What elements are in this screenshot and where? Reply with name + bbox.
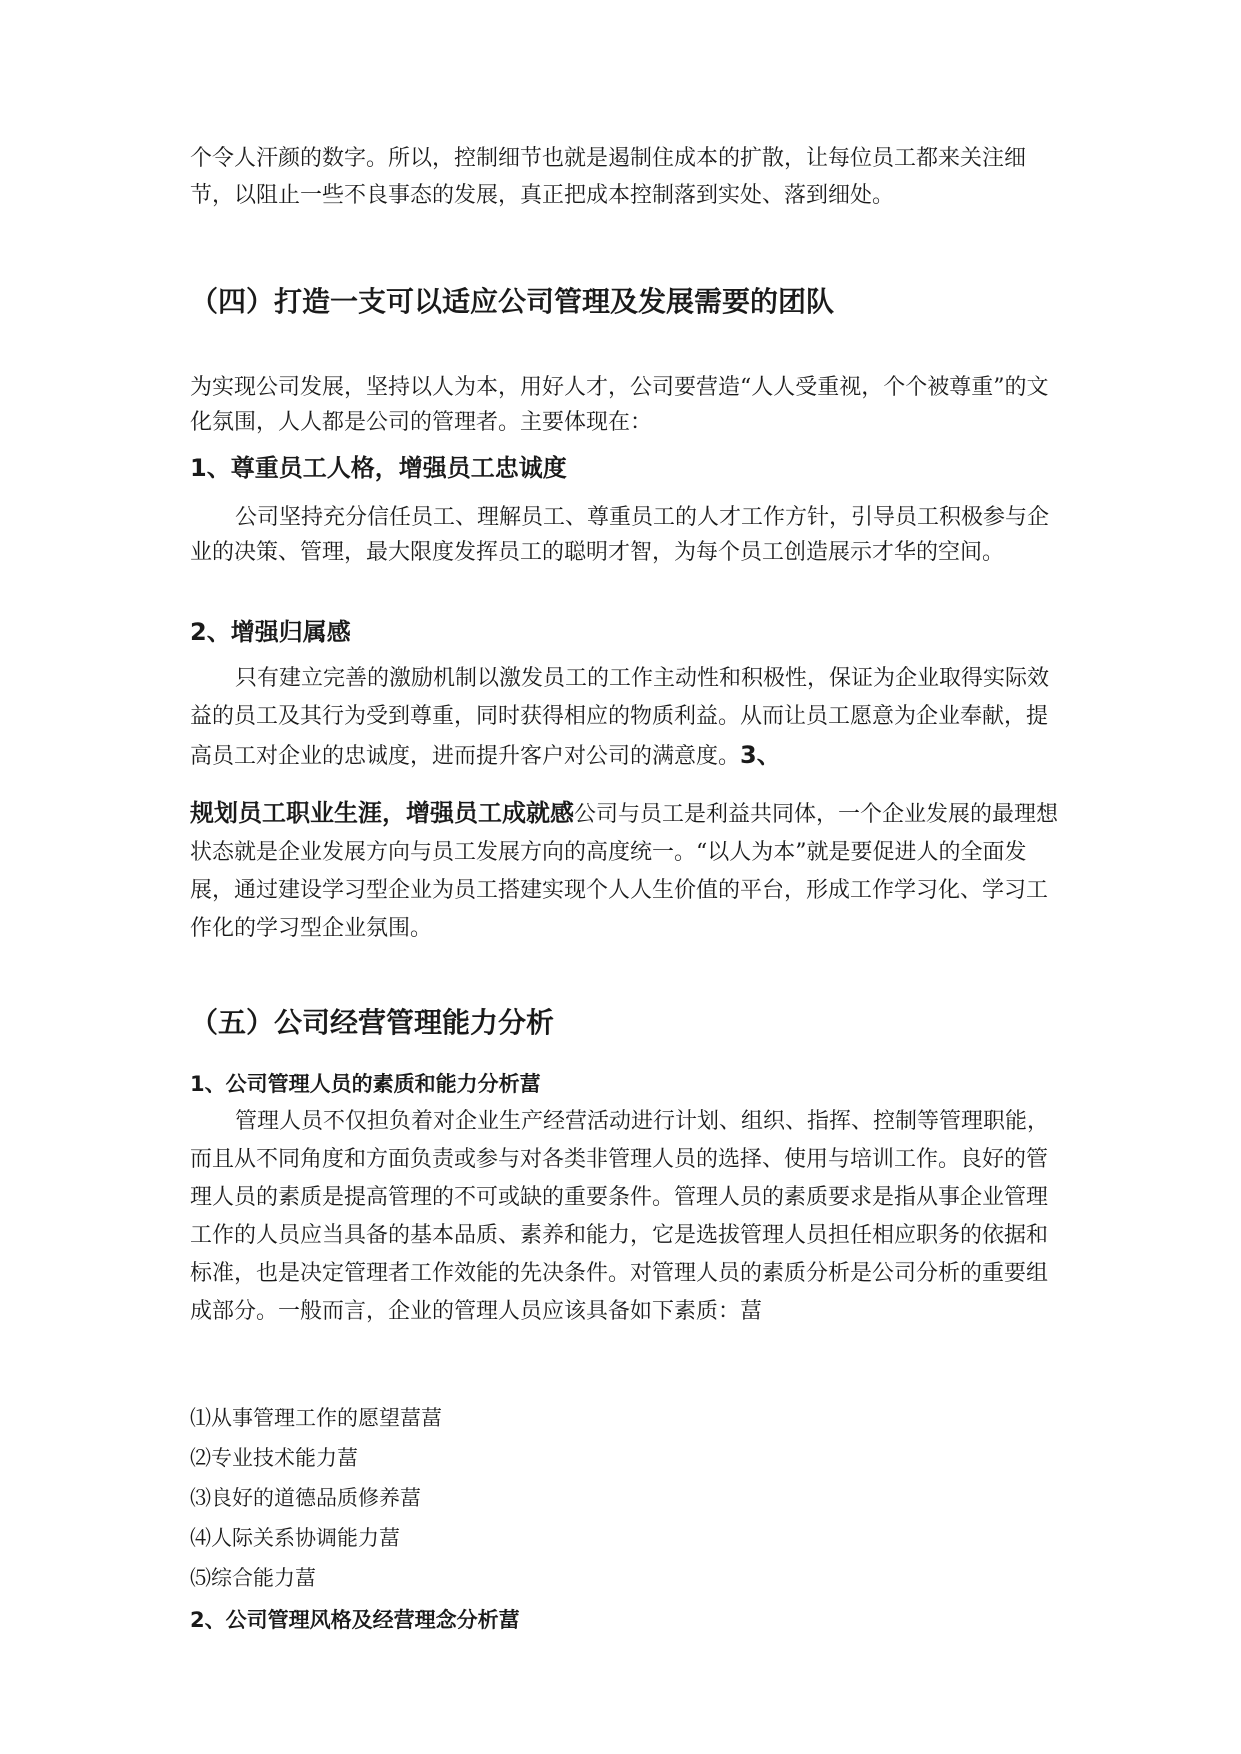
subheading-respect-employees: 1、尊重员工人格，增强员工忠诚度 <box>190 454 567 482</box>
list-item: ⑶良好的道德品质修养葍 <box>190 1486 421 1510</box>
section-heading-5: （五）公司经营管理能力分析 <box>190 1006 555 1039</box>
list-item: ⑷人际关系协调能力葍 <box>190 1526 400 1550</box>
subheading-belonging: 2、增强归属感 <box>190 618 351 646</box>
career-planning-body: 公司与员工是利益共同体，一个企业发展的最理想状态就是企业发展方向与员工发展方向的高度统一。“以人为本”就是要促进人的全面发展，通过建设学习型企业为员工搭建实现个人人生价值的平台，形成工作学习化、学习工作化的学习型企业氛围。 <box>190 802 1059 941</box>
subheading-career-planning: 规划员工职业生涯，增强员工成就感 <box>190 799 574 827</box>
paragraph-career-planning <box>190 794 1060 948</box>
quality-list <box>190 1398 1060 1598</box>
paragraph-manager-quality: 管理人员不仅担负着对企业生产经营活动进行计划、组织、指挥、控制等管理职能，而且从不同角度和方面负责或参与对各类非管理人员的选择、使用与培训工作。良好的管理人员的素质是提高管理的不可或缺的重要条件。管理人员的素质要求是指从事企业管理工作的人员应当具备的基本品质、素养和能力，它是选拔管理人员担任相应职务的依据和标准，也是决定管理者工作效能的先决条件。对管理人员的素质分析是公司分析的重要组成部分。一般而言，企业的管理人员应该具备如下素质：葍 <box>190 1109 1050 1324</box>
subheading-management-style: 2、公司管理风格及经营理念分析葍 <box>190 1608 520 1632</box>
paragraph-cost-control: 个令人汗颜的数字。所以，控制细节也就是遏制住成本的扩散，让每位员工都来关注细节，以阻止一些不良事态的发展，真正把成本控制落到实处、落到细处。 <box>190 146 1027 208</box>
paragraph-belonging <box>190 660 1060 776</box>
list-item: ⑴从事管理工作的愿望葍葍 <box>190 1406 442 1430</box>
item3-number: 3、 <box>740 741 781 769</box>
subheading-manager-quality: 1、公司管理人员的素质和能力分析葍 <box>190 1072 541 1096</box>
paragraph-respect-employees: 公司坚持充分信任员工、理解员工、尊重员工的人才工作方针，引导员工积极参与企业的决策、管理，最大限度发挥员工的聪明才智，为每个员工创造展示才华的空间。 <box>190 505 1050 565</box>
belonging-body: 只有建立完善的激励机制以激发员工的工作主动性和积极性，保证为企业取得实际效益的员工及其行为受到尊重，同时获得相应的物质利益。从而让员工愿意为企业奉献，提高员工对企业的忠诚度，进而提升客户对公司的满意度。 <box>190 666 1050 769</box>
list-item: ⑵专业技术能力葍 <box>190 1446 358 1470</box>
section4-intro: 为实现公司发展，坚持以人为本，用好人才，公司要营造“人人受重视，个个被尊重”的文化氛围，人人都是公司的管理者。主要体现在： <box>190 375 1049 435</box>
section-heading-4: （四）打造一支可以适应公司管理及发展需要的团队 <box>190 285 835 318</box>
list-item: ⑸综合能力葍 <box>190 1566 316 1590</box>
